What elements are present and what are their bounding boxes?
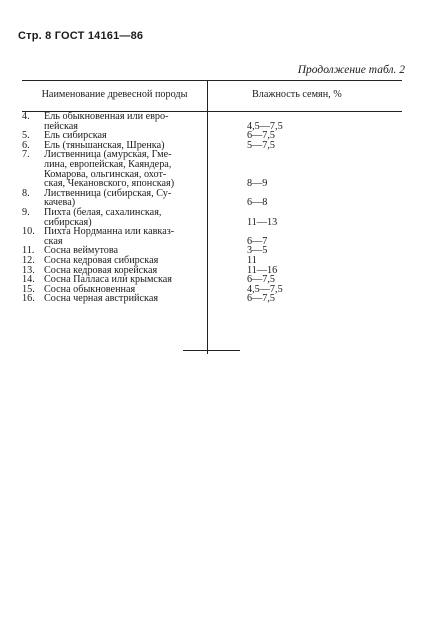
species-name-line: Ель обыкновенная или евро-: [44, 111, 169, 122]
species-name-line: Ель (тяньшанская, Шренка): [44, 139, 165, 151]
moisture-value: 5—7,5: [247, 139, 276, 151]
species-name-line: ская, Чекановского, японская): [44, 178, 175, 190]
species-name: [44, 208, 207, 227]
species-name: [44, 227, 207, 246]
moisture-value: 6—7,5: [247, 130, 276, 142]
row-number: 16.: [22, 293, 35, 305]
table-row: [22, 189, 402, 208]
table-header-row: [22, 81, 402, 111]
moisture-value: 4,5—7,5: [247, 120, 283, 132]
species-name-line: ская: [44, 235, 63, 247]
moisture-value: 6—7: [247, 235, 268, 247]
species-name-line: пейская: [44, 120, 78, 132]
header-seed-moisture: Влажность семян, %: [252, 89, 342, 100]
row-number: 15.: [22, 283, 35, 295]
species-name-line: Комарова, ольгинская, охот-: [44, 168, 167, 180]
species-name: [44, 189, 207, 208]
row-number: 7.: [22, 149, 30, 161]
species-name: [44, 294, 207, 304]
moisture-table: [22, 80, 402, 304]
moisture-value: 11—16: [247, 264, 278, 276]
species-name-line: Сосна черная австрийская: [44, 293, 159, 305]
species-name-line: Сосна кедровая корейская: [44, 264, 158, 276]
table-row: [22, 227, 402, 246]
row-number: 4.: [22, 111, 30, 122]
moisture-value: 8—9: [247, 178, 268, 190]
species-cell: [22, 150, 207, 188]
species-cell: [22, 294, 207, 304]
moisture-value: 4,5—7,5: [247, 283, 283, 295]
species-name: [44, 150, 207, 188]
species-name-line: Пихта (белая, сахалинская,: [44, 206, 162, 218]
moisture-value: 6—7,5: [247, 274, 276, 286]
table-row: [22, 294, 402, 304]
species-name-line: качева): [44, 197, 76, 209]
row-number: 14.: [22, 274, 35, 286]
row-number: 5.: [22, 130, 30, 142]
end-of-table-rule: [183, 350, 240, 351]
species-cell: [22, 208, 207, 227]
species-cell: [22, 189, 207, 208]
column-divider: [207, 81, 208, 354]
species-name-line: сибирская): [44, 216, 92, 228]
species-name: [44, 112, 207, 131]
moisture-value: 6—8: [247, 197, 268, 209]
header-species-name: Наименование древесной породы: [41, 89, 188, 100]
table-row: [22, 208, 402, 227]
species-name-line: Сосна веймутова: [44, 245, 119, 257]
species-cell: [22, 227, 207, 246]
row-number: 9.: [22, 206, 30, 218]
row-number: 10.: [22, 226, 35, 238]
species-name-line: Пихта Нордманна или кавказ-: [44, 226, 175, 238]
row-number: 8.: [22, 187, 30, 199]
row-number: 6.: [22, 139, 30, 151]
species-name-line: лина, европейская, Каяндера,: [44, 158, 172, 170]
table-body: [22, 112, 402, 304]
row-number: 12.: [22, 254, 35, 266]
page-header: Стр. 8 ГОСТ 14161—86: [18, 30, 144, 42]
moisture-value: 11: [247, 254, 257, 266]
row-number: 13.: [22, 264, 35, 276]
table-row: [22, 150, 402, 188]
species-name-line: Ель сибирская: [44, 130, 107, 142]
species-cell: [22, 112, 207, 131]
species-name-line: Лиственница (сибирская, Су-: [44, 187, 172, 199]
row-number: 11.: [22, 245, 35, 257]
species-name-line: Сосна Палласа или крымская: [44, 274, 172, 286]
moisture-value: 11—13: [247, 216, 278, 228]
table-row: [22, 112, 402, 131]
table-continuation-label: Продолжение табл. 2: [297, 64, 405, 76]
species-name-line: Лиственница (амурская, Гме-: [44, 149, 172, 161]
moisture-value: 3—5: [247, 245, 268, 257]
species-name-line: Сосна кедровая сибирская: [44, 254, 159, 266]
species-name-line: Сосна обыкновенная: [44, 283, 136, 295]
moisture-value: 6—7,5: [247, 293, 276, 305]
